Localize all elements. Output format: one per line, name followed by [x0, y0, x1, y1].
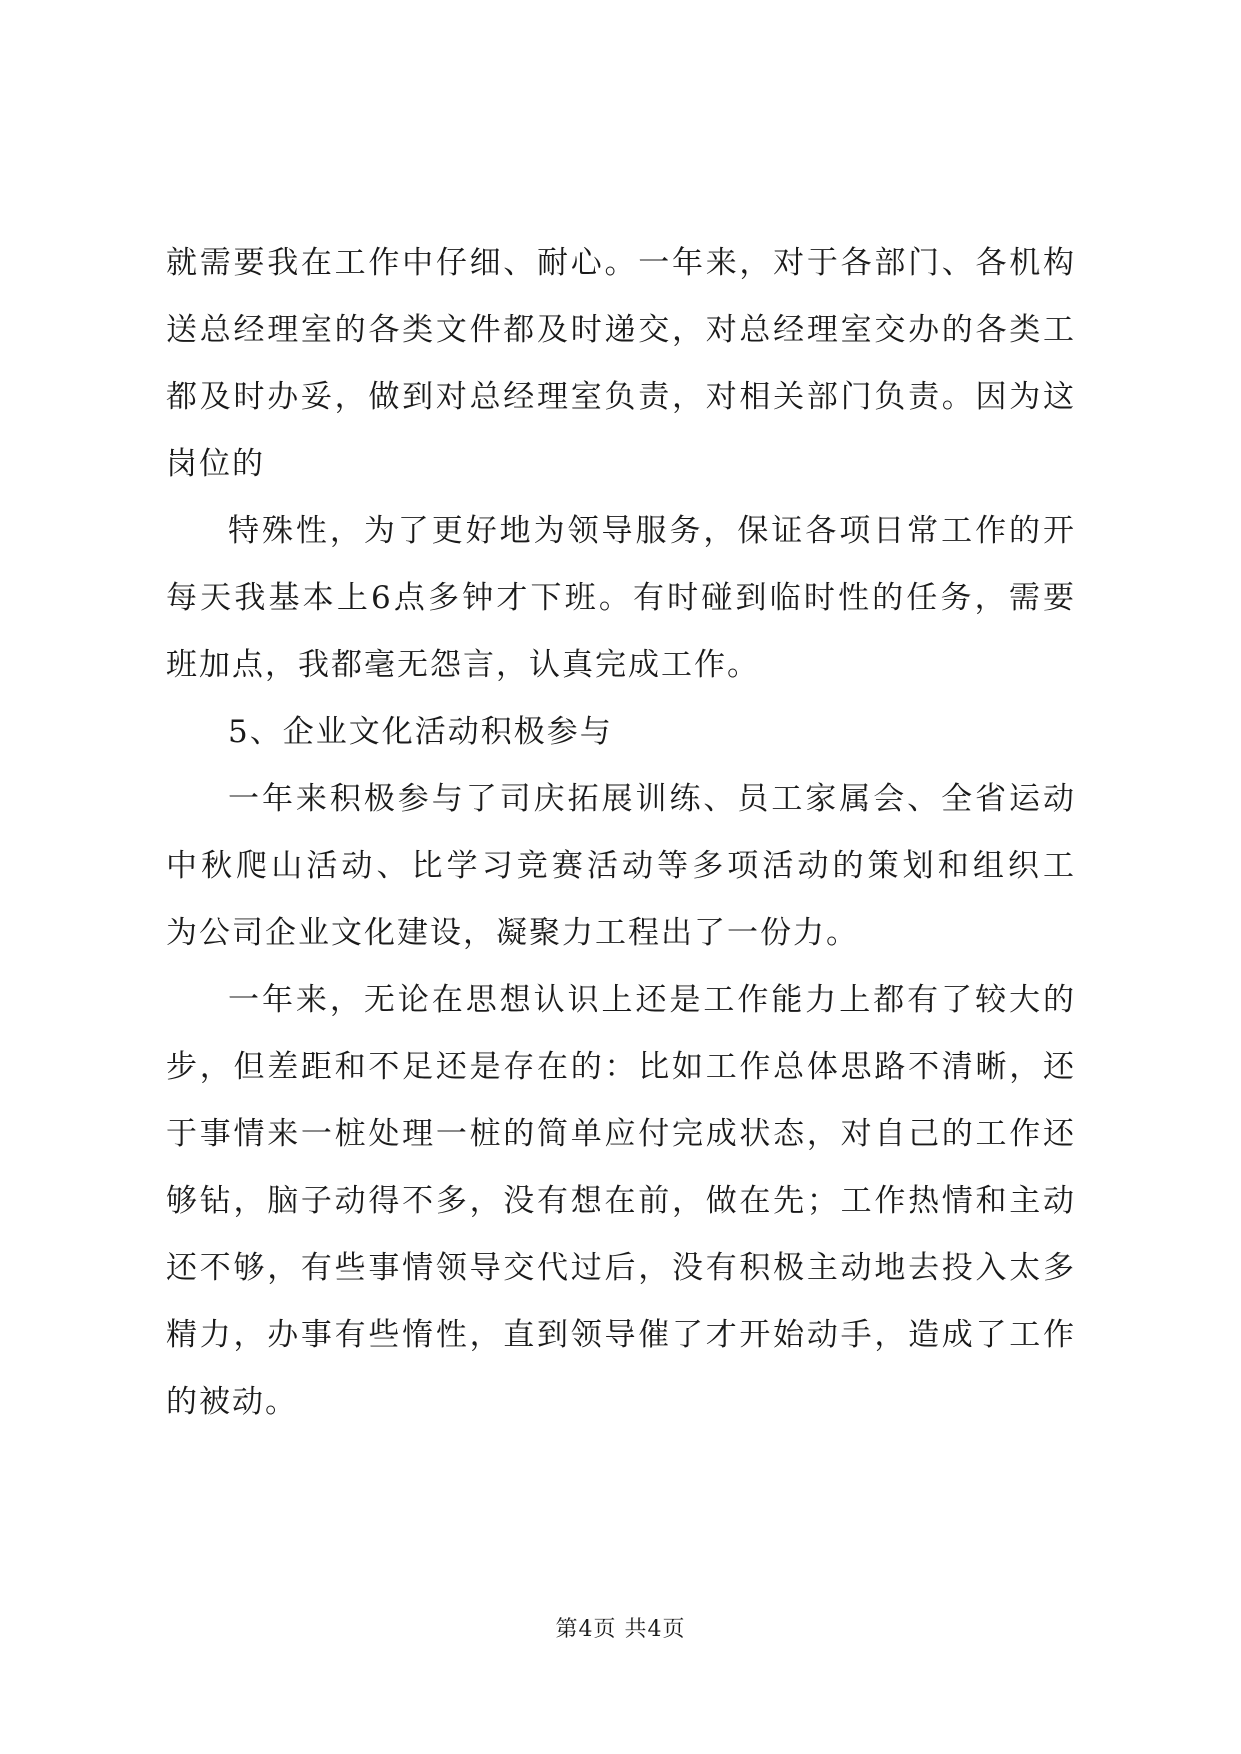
text-line: 一年来积极参与了司庆拓展训练、员工家属会、全省运动 — [228, 781, 1076, 817]
text-line: 一年来，无论在思想认识上还是工作能力上都有了较大的 — [228, 982, 1076, 1018]
section-heading: 5、企业文化活动积极参与 — [228, 714, 613, 750]
text-line: 中秋爬山活动、比学习竞赛活动等多项活动的策划和组织工 — [166, 848, 1076, 884]
text-line: 每天我基本上6点多钟才下班。有时碰到临时性的任务，需要 — [166, 580, 1076, 616]
text-line: 都及时办妥，做到对总经理室负责，对相关部门负责。因为这 — [166, 379, 1076, 415]
text-line: 就需要我在工作中仔细、耐心。一年来，对于各部门、各机构 — [166, 245, 1076, 281]
text-line: 的被动。 — [166, 1384, 298, 1420]
text-line: 为公司企业文化建设，凝聚力工程出了一份力。 — [166, 915, 859, 951]
text-line: 够钻，脑子动得不多，没有想在前，做在先；工作热情和主动 — [166, 1183, 1076, 1219]
page-number-footer: 第4页 共4页 — [555, 1617, 686, 1642]
text-line: 精力，办事有些惰性，直到领导催了才开始动手，造成了工作 — [166, 1317, 1076, 1353]
body-text — [166, 230, 1076, 1436]
text-line: 步，但差距和不足还是存在的：比如工作总体思路不清晰，还 — [166, 1049, 1076, 1085]
text-line: 送总经理室的各类文件都及时递交，对总经理室交办的各类工 — [166, 312, 1076, 348]
text-line: 岗位的 — [166, 446, 265, 482]
text-line: 还不够，有些事情领导交代过后，没有积极主动地去投入太多 — [166, 1250, 1076, 1286]
text-line: 于事情来一桩处理一桩的简单应付完成状态，对自己的工作还 — [166, 1116, 1076, 1152]
text-line: 特殊性，为了更好地为领导服务，保证各项日常工作的开 — [228, 513, 1076, 549]
text-line: 班加点，我都毫无怨言，认真完成工作。 — [166, 647, 760, 683]
